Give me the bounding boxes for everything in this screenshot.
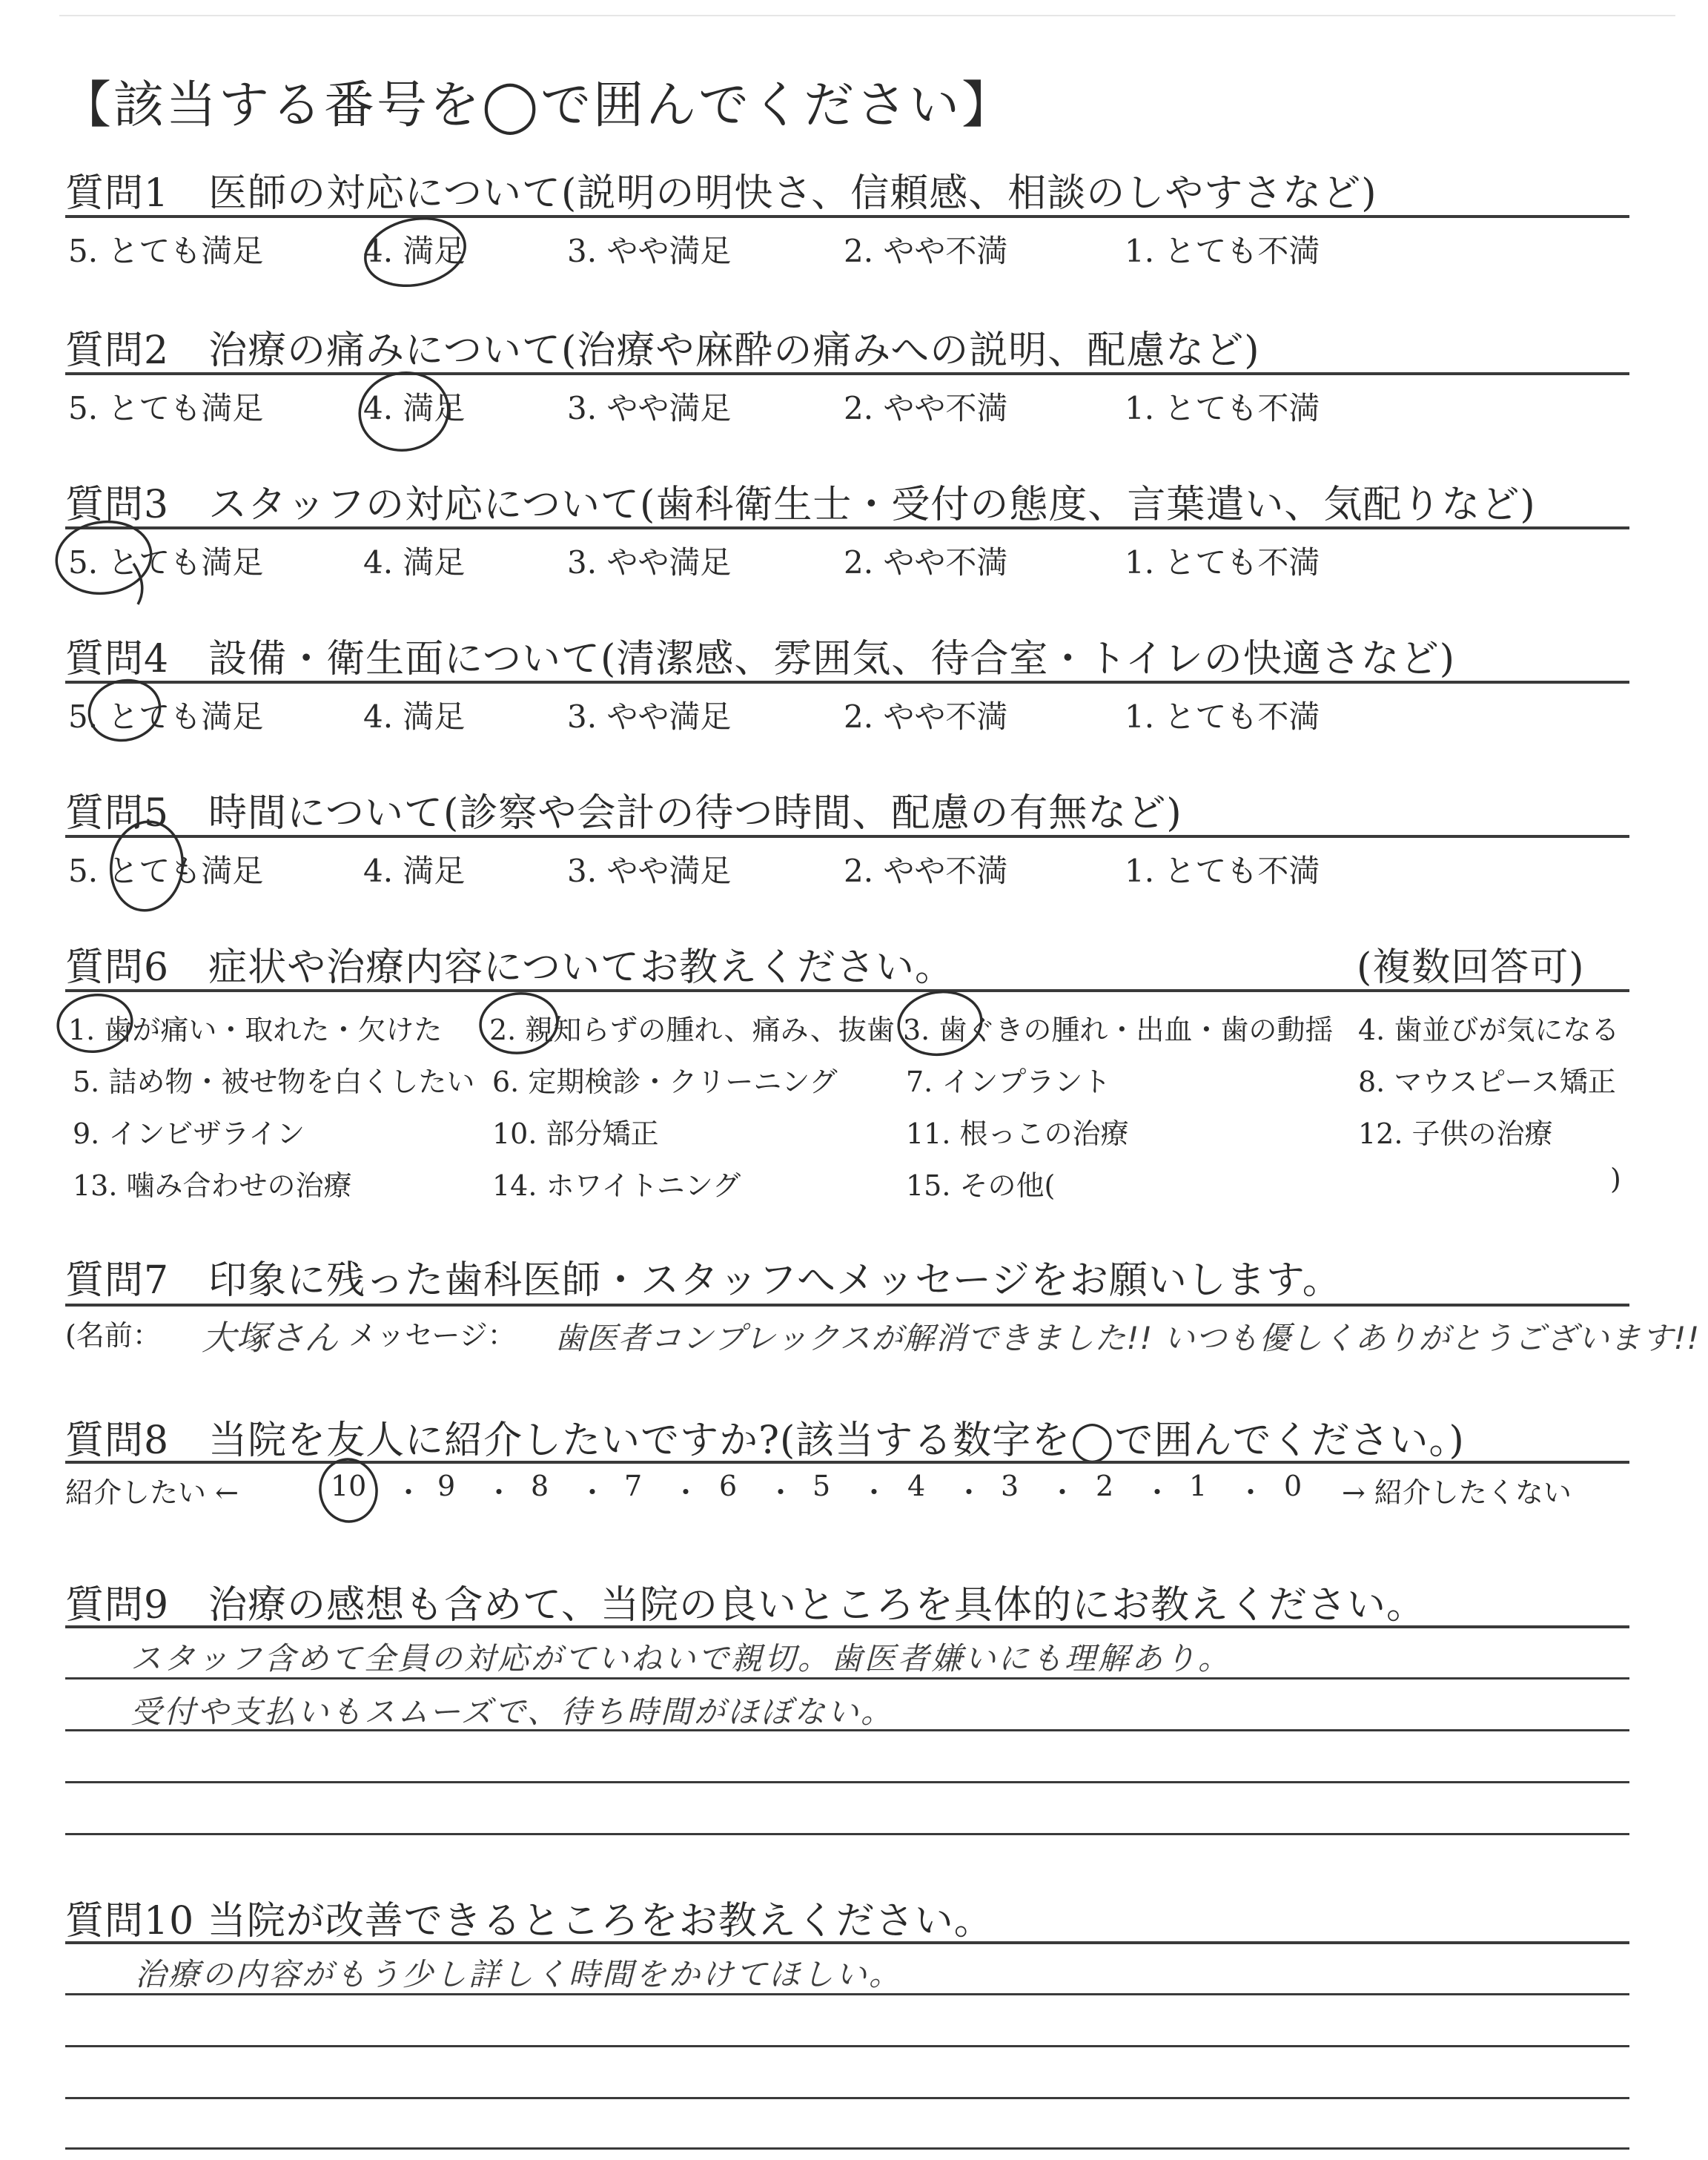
q8-dot: ・ [485,1476,514,1509]
q8-scale-6[interactable]: 6 [719,1470,738,1502]
question-3-title: 質問3 スタッフの対応について(歯科衛生士・受付の態度、言葉遣い、気配りなど) [65,483,1536,527]
q5-option-3[interactable]: 3. やや満足 [567,853,732,889]
q8-dot: ・ [1237,1476,1265,1509]
q8-scale-5[interactable]: 5 [812,1470,831,1502]
q5-option-2[interactable]: 2. やや不満 [844,853,1008,889]
q4-option-1[interactable]: 1. とても不満 [1125,698,1320,735]
q8-left-label: 紹介したい ← [65,1476,239,1509]
q8-dot: ・ [394,1476,423,1509]
q6-option-12[interactable]: 12. 子供の治療 [1358,1117,1553,1150]
q5-option-4[interactable]: 4. 満足 [363,853,466,889]
q6-option-6[interactable]: 6. 定期検診・クリーニング [492,1066,838,1098]
q6-other-close-paren: ) [1610,1163,1621,1195]
q2-option-2[interactable]: 2. やや不満 [844,390,1008,426]
question-3-rule [65,526,1629,529]
question-10-rule [65,1941,1629,1944]
question-10-title: 質問10 当院が改善できるところをお教えください。 [65,1899,993,1943]
q8-scale-4[interactable]: 4 [907,1470,926,1502]
q6-option-11[interactable]: 11. 根っこの治療 [906,1117,1129,1150]
q6-option-2[interactable]: 2. 親知らずの腫れ、痛み、抜歯 [489,1014,895,1046]
question-4-title: 質問4 設備・衛生面について(清潔感、雰囲気、待合室・トイレの快適さなど) [65,637,1456,681]
q7-message-label: メッセージ： [348,1319,516,1352]
q9-writing-line [65,1729,1629,1731]
q4-option-4[interactable]: 4. 満足 [363,698,466,735]
q6-option-15[interactable]: 15. その他( [906,1169,1056,1202]
question-6-note: (複数回答可) [1357,945,1585,990]
q1-option-3[interactable]: 3. やや満足 [567,233,732,269]
q1-option-5[interactable]: 5. とても満足 [68,233,264,269]
q8-dot: ・ [1143,1476,1172,1509]
q8-scale-8[interactable]: 8 [531,1470,549,1502]
q10-writing-line [65,2045,1629,2047]
q6-option-13[interactable]: 13. 噛み合わせの治療 [73,1169,352,1202]
question-2-title: 質問2 治療の痛みについて(治療や麻酔の痛みへの説明、配慮など) [65,328,1260,373]
q2-option-4[interactable]: 4. 満足 [363,390,466,426]
question-7-rule [65,1304,1629,1307]
q10-writing-line [65,2147,1629,2150]
q3-option-1[interactable]: 1. とても不満 [1125,544,1320,581]
q8-scale-3[interactable]: 3 [1001,1470,1019,1502]
q8-scale-10[interactable]: 10 [331,1470,367,1502]
q5-option-1[interactable]: 1. とても不満 [1125,853,1320,889]
q6-option-9[interactable]: 9. インビザライン [73,1117,305,1150]
q8-dot: ・ [578,1476,607,1509]
q8-scale-1[interactable]: 1 [1189,1470,1208,1502]
q8-scale-7[interactable]: 7 [624,1470,643,1502]
q8-scale-0[interactable]: 0 [1284,1470,1302,1502]
q3-option-3[interactable]: 3. やや満足 [567,544,732,581]
q6-option-3[interactable]: 3. 歯ぐきの腫れ・出血・歯の動揺 [903,1014,1334,1046]
q6-option-7[interactable]: 7. インプラント [906,1066,1111,1098]
question-8-title: 質問8 当院を友人に紹介したいですか?(該当する数字を◯で囲んでください。) [65,1418,1465,1463]
top-divider [59,15,1675,16]
q3-option-5[interactable]: 5. とても満足 [68,544,264,581]
q7-name-label: (名前： [65,1319,161,1352]
q10-writing-line [65,1993,1629,1995]
question-6-title: 質問6 症状や治療内容についてお教えください。 [65,945,955,990]
q6-option-1[interactable]: 1. 歯が痛い・取れた・欠けた [68,1014,443,1046]
q2-option-3[interactable]: 3. やや満足 [567,390,732,426]
question-5-rule [65,835,1629,838]
q4-option-5[interactable]: 5. とても満足 [68,698,264,735]
q10-writing-line [65,2097,1629,2099]
question-7-title: 質問7 印象に残った歯科医師・スタッフへメッセージをお願いします。 [65,1258,1342,1303]
q4-option-2[interactable]: 2. やや不満 [844,698,1008,735]
q7-message-value[interactable]: 歯医者コンプレックスが解消できました!! いつも優しくありがとうございます!! [555,1320,1701,1356]
q6-option-4[interactable]: 4. 歯並びが気になる [1358,1014,1620,1046]
q8-dot: ・ [860,1476,889,1509]
q8-dot: ・ [1048,1476,1077,1509]
q8-dot: ・ [672,1476,701,1509]
q10-answer-line-1[interactable]: 治療の内容がもう少し詳しく時間をかけてほしい。 [135,1956,903,1992]
question-1-rule [65,215,1629,218]
question-2-rule [65,372,1629,375]
q6-option-8[interactable]: 8. マウスピース矯正 [1358,1066,1616,1098]
q2-option-1[interactable]: 1. とても不満 [1125,390,1320,426]
q5-option-5[interactable]: 5. とても満足 [68,853,264,889]
q6-option-5[interactable]: 5. 詰め物・被せ物を白くしたい [73,1066,475,1098]
question-8-rule [65,1461,1629,1464]
q9-answer-line-2[interactable]: 受付や支払いもスムーズで、待ち時間がほぼない。 [130,1694,894,1730]
q3-option-4[interactable]: 4. 満足 [363,544,466,581]
question-9-title: 質問9 治療の感想も含めて、当院の良いところを具体的にお教えください。 [65,1583,1426,1628]
question-6-rule [65,989,1629,992]
q8-scale-9[interactable]: 9 [437,1470,456,1502]
q8-right-label: → 紹介したくない [1342,1476,1572,1509]
q6-option-10[interactable]: 10. 部分矯正 [492,1117,659,1150]
q1-option-1[interactable]: 1. とても不満 [1125,233,1320,269]
question-9-rule [65,1625,1629,1628]
q7-name-value[interactable]: 大塚さん [202,1318,338,1358]
q9-writing-line [65,1677,1629,1680]
q3-option-2[interactable]: 2. やや不満 [844,544,1008,581]
question-1-title: 質問1 医師の対応について(説明の明快さ、信頼感、相談のしやすさなど) [65,171,1377,216]
q9-answer-line-1[interactable]: スタッフ含めて全員の対応がていねいで親切。歯医者嫌いにも理解あり。 [130,1640,1232,1677]
q9-writing-line [65,1781,1629,1783]
q1-option-2[interactable]: 2. やや不満 [844,233,1008,269]
q8-dot: ・ [955,1476,984,1509]
question-5-title: 質問5 時間について(診察や会計の待つ時間、配慮の有無など) [65,791,1182,836]
page-heading: 【該当する番号を◯で囲んでください】 [61,76,1015,135]
q8-dot: ・ [767,1476,795,1509]
question-4-rule [65,681,1629,684]
q2-option-5[interactable]: 5. とても満足 [68,390,264,426]
q1-option-4[interactable]: 4. 満足 [363,233,466,269]
q4-option-3[interactable]: 3. やや満足 [567,698,732,735]
q6-option-14[interactable]: 14. ホワイトニング [492,1169,741,1202]
q9-writing-line [65,1833,1629,1835]
q8-scale-2[interactable]: 2 [1096,1470,1114,1502]
